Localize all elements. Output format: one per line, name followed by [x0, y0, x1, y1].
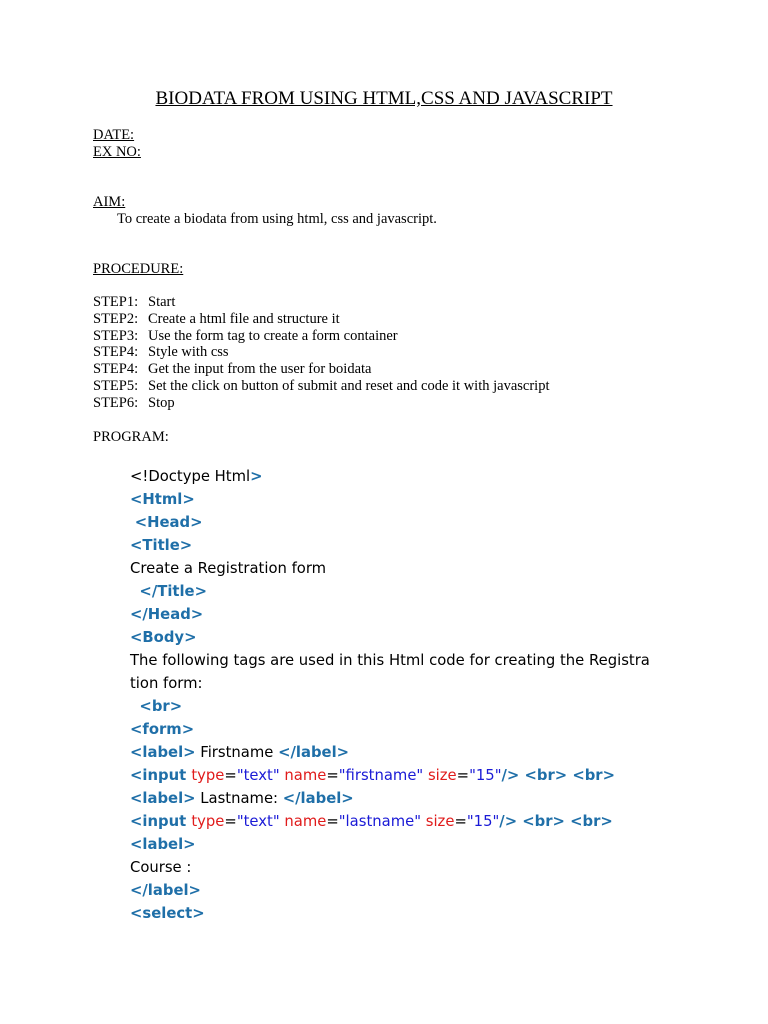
code-line [130, 626, 650, 649]
code-token-val: "lastname" [338, 813, 422, 830]
step-text: Get the input from the user for boidata [148, 361, 372, 378]
step-label: STEP1: [93, 294, 139, 310]
code-token-tag: > [250, 468, 263, 485]
code-token-txt: The following tags are used in this Html code for creating the Registra [130, 652, 650, 669]
code-line [130, 810, 650, 833]
code-line [130, 672, 650, 695]
step-label: STEP5: [93, 377, 139, 394]
code-token-tag: <label> [130, 836, 196, 853]
code-line [130, 465, 650, 488]
code-line [130, 902, 650, 925]
code-token-eq: = [456, 767, 470, 784]
code-line [130, 511, 650, 534]
code-token-tag: /> <br> <br> [501, 767, 616, 784]
code-token-eq: = [326, 813, 339, 830]
code-token-tag: </Title> [139, 583, 207, 600]
code-token-txt: <!Doctype Html [130, 468, 251, 485]
program-label: PROGRAM: [93, 429, 169, 445]
step-text: Start [148, 294, 176, 310]
code-line [130, 580, 650, 603]
step-label: STEP3: [93, 327, 139, 344]
code-token-tag: <br> [139, 698, 183, 715]
code-token-val: "text" [236, 813, 280, 830]
procedure-step [93, 361, 549, 378]
code-token-tag: </label> [282, 790, 354, 807]
procedure-steps [93, 294, 549, 412]
code-line [130, 787, 650, 810]
code-token-eq: = [224, 767, 237, 784]
code-line [130, 695, 650, 718]
document-title: BIODATA FROM USING HTML,CSS AND JAVASCRIPT [155, 88, 613, 109]
code-token-eq: = [454, 813, 467, 830]
code-token-attr: size [427, 767, 457, 784]
code-token-tag: <label> [130, 790, 196, 807]
step-label: STEP4: [93, 361, 139, 378]
procedure-step [93, 328, 549, 345]
date-label: DATE: [93, 127, 135, 143]
aim-text: To create a biodata from using html, css and javascript. [117, 211, 437, 227]
code-token-attr: name [284, 767, 327, 784]
code-token-val: "text" [236, 767, 280, 784]
code-token-tag: </label> [130, 882, 201, 899]
procedure-step [93, 395, 549, 412]
code-token-tag: </Head> [130, 606, 204, 623]
code-token-tag: </label> [278, 744, 350, 761]
code-token-tag: <select> [130, 905, 205, 922]
code-block [130, 465, 650, 925]
code-token-tag: <Title> [130, 537, 193, 554]
step-text: Create a html file and structure it [148, 310, 340, 327]
code-token-eq: = [326, 767, 339, 784]
code-line [130, 649, 650, 672]
step-label: STEP4: [93, 344, 139, 361]
code-token-tag: <Head> [134, 514, 203, 531]
code-token-tag: <form> [130, 721, 195, 738]
code-token-eq: = [224, 813, 237, 830]
procedure-step [93, 294, 549, 311]
code-line [130, 764, 650, 787]
procedure-step [93, 311, 549, 328]
code-token-attr: type [191, 767, 225, 784]
code-token-txt: Firstname [195, 744, 279, 761]
code-token-txt: Create a Registration form [130, 560, 327, 577]
procedure-step [93, 378, 549, 395]
code-line [130, 488, 650, 511]
code-line [130, 534, 650, 557]
code-token-tag: <Html> [130, 491, 195, 508]
procedure-label: PROCEDURE: [93, 261, 184, 277]
code-token-txt: Course : [130, 859, 192, 876]
code-line [130, 557, 650, 580]
code-line [130, 856, 650, 879]
code-token-attr: type [191, 813, 225, 830]
code-token-tag: <label> [130, 744, 196, 761]
code-line [130, 718, 650, 741]
exno-label: EX NO: [93, 144, 141, 160]
code-token-val: "15" [469, 767, 502, 784]
code-token-tag: <input [130, 767, 192, 784]
code-token-attr: size [425, 813, 455, 830]
step-label: STEP6: [93, 394, 139, 411]
step-label: STEP2: [93, 310, 139, 327]
code-line [130, 879, 650, 902]
code-token-tag: /> <br> <br> [499, 813, 613, 830]
step-text: Use the form tag to create a form container [148, 327, 398, 344]
procedure-step [93, 344, 549, 361]
step-text: Set the click on button of submit and reset and code it with javascript [148, 377, 550, 394]
code-token-attr: name [284, 813, 327, 830]
step-text: Style with css [148, 344, 229, 361]
code-token-tag: <Body> [130, 629, 197, 646]
code-token-tag: <input [130, 813, 192, 830]
code-line [130, 741, 650, 764]
aim-label: AIM: [93, 194, 126, 210]
code-token-val: "15" [466, 813, 500, 830]
code-token-txt: tion form: [130, 675, 203, 692]
code-line [130, 603, 650, 626]
step-text: Stop [148, 394, 175, 411]
code-line [130, 833, 650, 856]
code-token-val: "firstname" [338, 767, 424, 784]
code-token-txt: Lastname: [195, 790, 283, 807]
